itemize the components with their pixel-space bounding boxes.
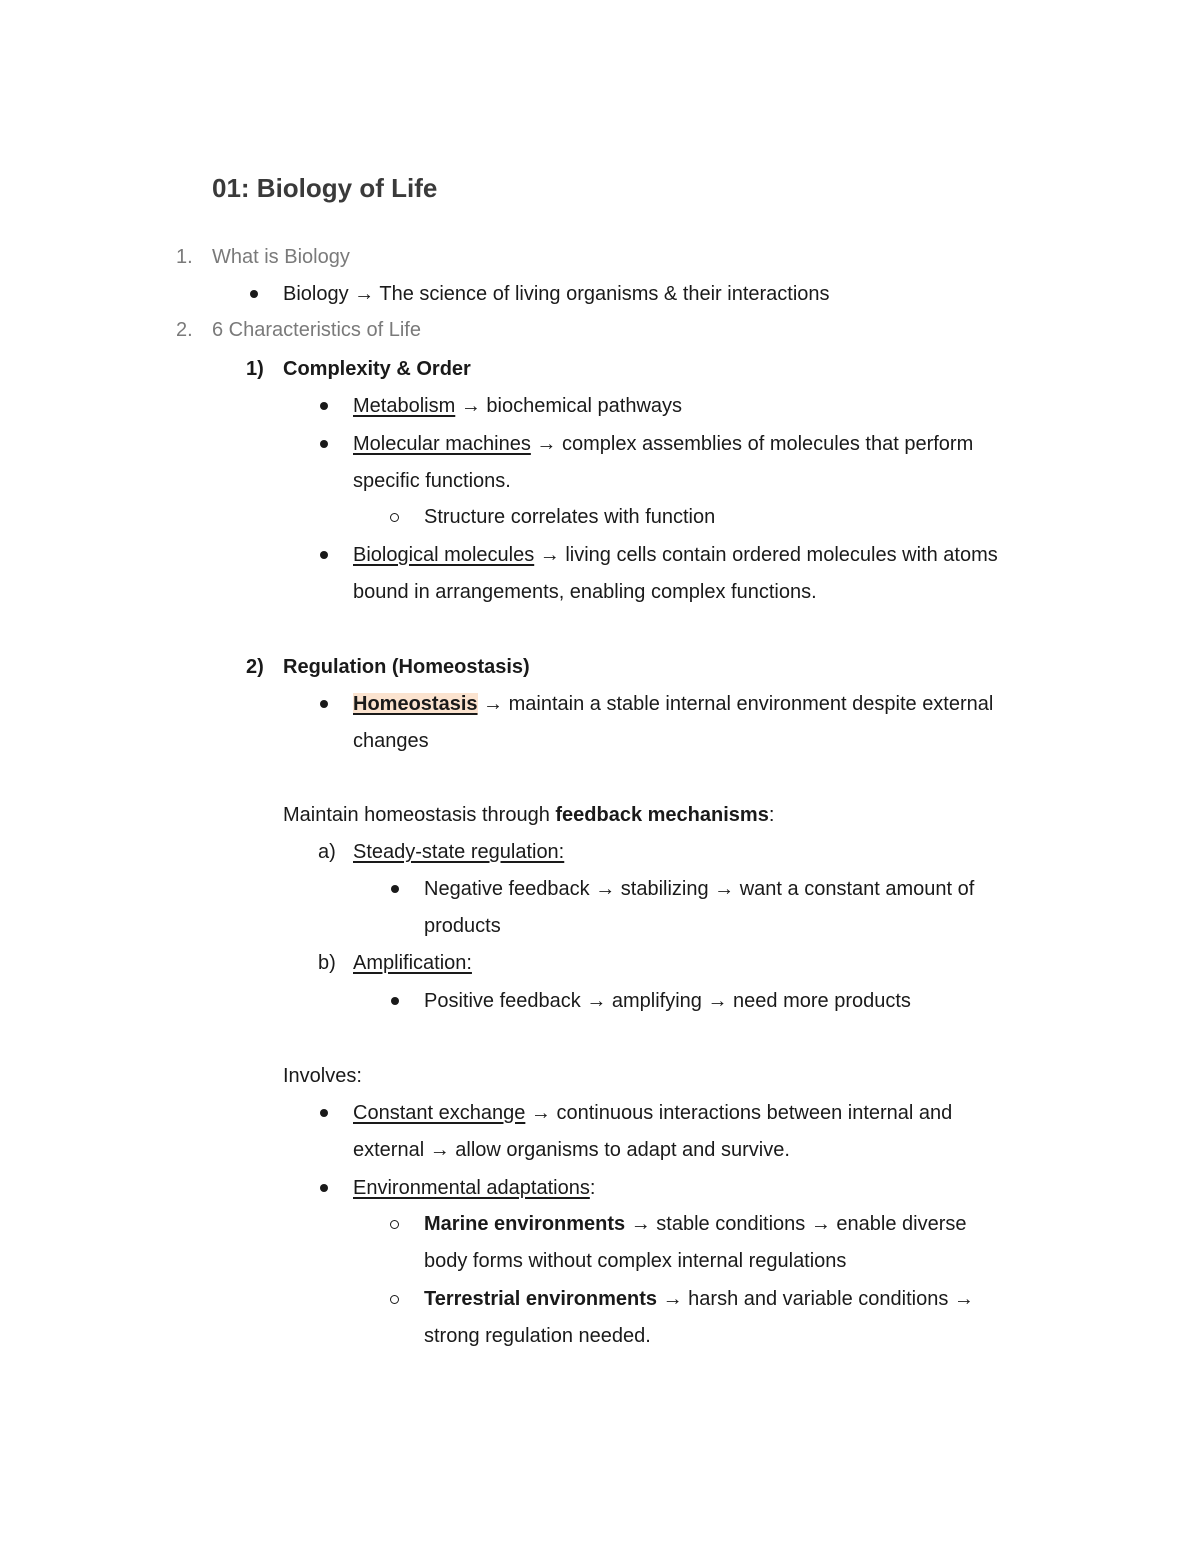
bullet-icon <box>250 290 258 298</box>
biological-molecules-item <box>353 543 998 567</box>
homeostasis-item <box>353 692 993 716</box>
terrestrial-environments-continuation: strong regulation needed. <box>424 1325 651 1347</box>
subsection-heading-regulation: Regulation (Homeostasis) <box>283 656 530 678</box>
biological-molecules-continuation: bound in arrangements, enabling complex functions. <box>353 581 817 603</box>
feedback-intro-prefix: Maintain homeostasis through <box>283 804 556 826</box>
homeostasis-definition: → maintain a stable internal environment despite external <box>477 693 994 715</box>
list-number-2: 2. <box>176 319 193 341</box>
negative-feedback-continuation: products <box>424 915 501 937</box>
negative-feedback-item: Negative feedback → stabilizing → want a constant amount of <box>424 878 975 900</box>
amplification-term: Amplification: <box>353 952 472 974</box>
steady-state-term: Steady-state regulation: <box>353 841 565 863</box>
environmental-adaptations-term: Environmental adaptations <box>353 1177 590 1199</box>
marine-environments-continuation: body forms without complex internal regulations <box>424 1250 847 1272</box>
molecular-machines-continuation: specific functions. <box>353 470 511 492</box>
marine-environments-definition: → stable conditions → enable diverse <box>625 1213 967 1235</box>
environmental-adaptations-item <box>353 1176 595 1200</box>
terrestrial-environments-definition: → harsh and variable conditions → <box>657 1288 974 1310</box>
feedback-intro <box>283 803 774 827</box>
metabolism-definition: → biochemical pathways <box>455 395 683 417</box>
list-label-b: b) <box>318 952 336 974</box>
section-heading-what-is-biology: What is Biology <box>212 246 350 268</box>
marine-environments-item <box>424 1212 966 1236</box>
list-label-a: a) <box>318 841 336 863</box>
structure-note: Structure correlates with function <box>424 506 716 528</box>
environmental-adaptations-suffix: : <box>589 1177 596 1199</box>
homeostasis-continuation: changes <box>353 730 429 752</box>
constant-exchange-item <box>353 1101 952 1125</box>
molecular-machines-definition: → complex assemblies of molecules that perform <box>530 433 974 455</box>
positive-feedback-item: Positive feedback → amplifying → need more products <box>424 990 911 1012</box>
subsection-number-2: 2) <box>246 656 264 678</box>
section-heading-characteristics: 6 Characteristics of Life <box>212 319 421 341</box>
bullet-icon <box>320 1109 328 1117</box>
molecular-machines-item <box>353 432 973 456</box>
hollow-bullet-icon <box>390 1295 399 1304</box>
homeostasis-term: Homeostasis <box>353 693 478 715</box>
bullet-icon <box>320 551 328 559</box>
subsection-heading-complexity: Complexity & Order <box>283 358 471 380</box>
bullet-icon <box>320 1184 328 1192</box>
subsection-number-1: 1) <box>246 358 264 380</box>
involves-label: Involves: <box>283 1065 362 1087</box>
metabolism-term: Metabolism <box>353 395 456 417</box>
molecular-machines-term: Molecular machines <box>353 433 531 455</box>
marine-environments-term: Marine environments <box>424 1213 626 1235</box>
terrestrial-environments-item <box>424 1287 974 1311</box>
hollow-bullet-icon <box>390 1220 399 1229</box>
page-title: 01: Biology of Life <box>212 173 438 203</box>
biological-molecules-definition: → living cells contain ordered molecules with atoms <box>534 544 998 566</box>
biological-molecules-term: Biological molecules <box>353 544 535 566</box>
hollow-bullet-icon <box>390 513 399 522</box>
feedback-intro-suffix: : <box>768 804 775 826</box>
biology-definition: Biology → The science of living organisms & their interactions <box>283 283 830 305</box>
bullet-icon <box>391 885 399 893</box>
constant-exchange-definition: → continuous interactions between internal and <box>525 1102 953 1124</box>
terrestrial-environments-term: Terrestrial environments <box>424 1288 658 1310</box>
bullet-icon <box>320 700 328 708</box>
feedback-intro-bold: feedback mechanisms <box>555 804 769 826</box>
bullet-icon <box>391 997 399 1005</box>
list-number-1: 1. <box>176 246 193 268</box>
constant-exchange-continuation: external → allow organisms to adapt and survive. <box>353 1139 790 1161</box>
bullet-icon <box>320 440 328 448</box>
bullet-icon <box>320 402 328 410</box>
metabolism-item <box>353 394 682 418</box>
constant-exchange-term: Constant exchange <box>353 1102 526 1124</box>
